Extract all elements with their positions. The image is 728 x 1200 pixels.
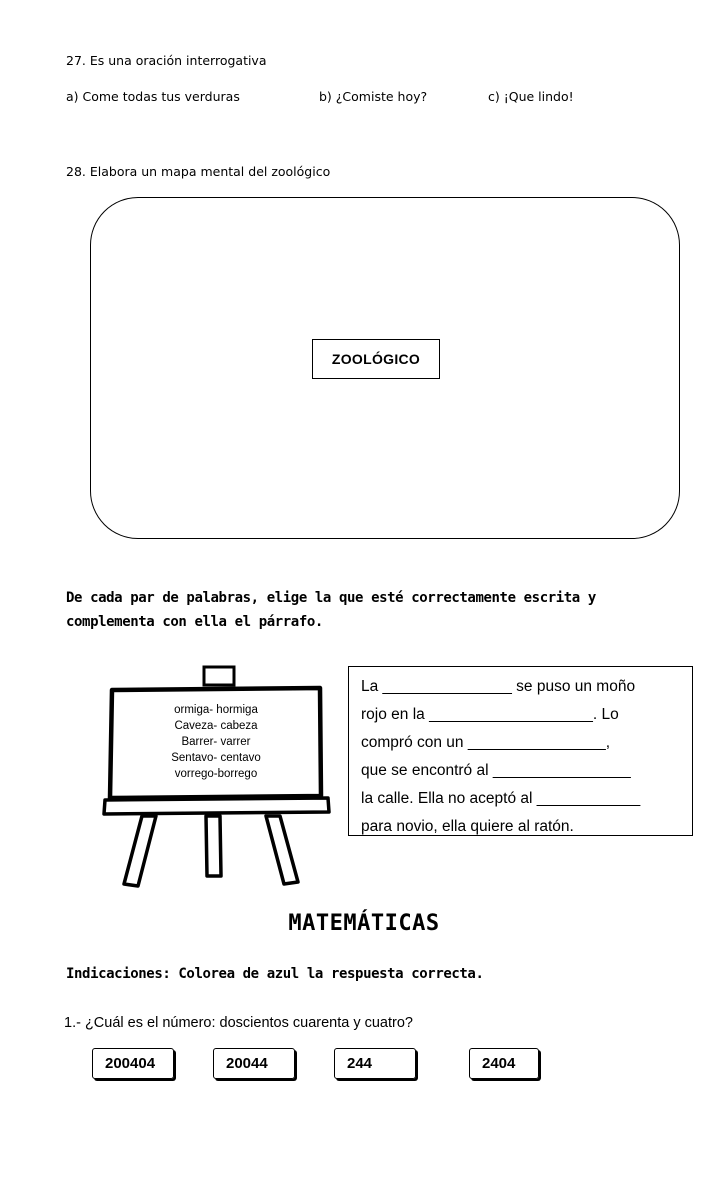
answer-option-3[interactable]: 244 <box>334 1048 416 1079</box>
word-pair: Barrer- varrer <box>181 736 251 748</box>
option-b[interactable]: b) ¿Comiste hoy? <box>319 89 428 104</box>
paragraph-line: para novio, ella quiere al ratón. <box>361 818 574 835</box>
word-pair: Caveza- cabeza <box>174 720 258 732</box>
words-instruction-line-1: De cada par de palabras, elige la que esté correctamente escrita y <box>66 590 596 606</box>
paragraph-line: rojo en la ___________________. Lo <box>361 706 619 723</box>
answer-option-4[interactable]: 2404 <box>469 1048 539 1079</box>
fill-in-paragraph[interactable] <box>348 666 693 836</box>
question-27-title: 27. Es una oración interrogativa <box>66 53 267 68</box>
paragraph-line: La _______________ se puso un moño <box>361 678 636 695</box>
word-pairs-list <box>150 702 282 782</box>
math-section-title: MATEMÁTICAS <box>288 911 440 936</box>
answer-option-1[interactable]: 200404 <box>92 1048 174 1079</box>
word-pair: ormiga- hormiga <box>174 704 258 716</box>
words-instruction <box>66 586 666 634</box>
paragraph-line: compró con un ________________, <box>361 734 611 751</box>
word-pair: vorrego-borrego <box>174 768 258 780</box>
word-pair: Sentavo- centavo <box>171 752 261 764</box>
paragraph-line: la calle. Ella no aceptó al ____________ <box>361 790 641 807</box>
answer-option-2[interactable]: 20044 <box>213 1048 295 1079</box>
words-instruction-line-2: complementa con ella el párrafo. <box>66 614 323 630</box>
paragraph-line: que se encontró al ________________ <box>361 762 631 779</box>
math-question-1: 1.- ¿Cuál es el número: doscientos cuarenta y cuatro? <box>64 1015 413 1031</box>
math-instruction: Indicaciones: Colorea de azul la respuesta correcta. <box>66 966 484 982</box>
mind-map-center-label: ZOOLÓGICO <box>312 339 440 379</box>
option-a[interactable]: a) Come todas tus verduras <box>66 89 240 104</box>
question-28-title: 28. Elabora un mapa mental del zoológico <box>66 164 331 179</box>
option-c[interactable]: c) ¡Que lindo! <box>488 89 574 104</box>
